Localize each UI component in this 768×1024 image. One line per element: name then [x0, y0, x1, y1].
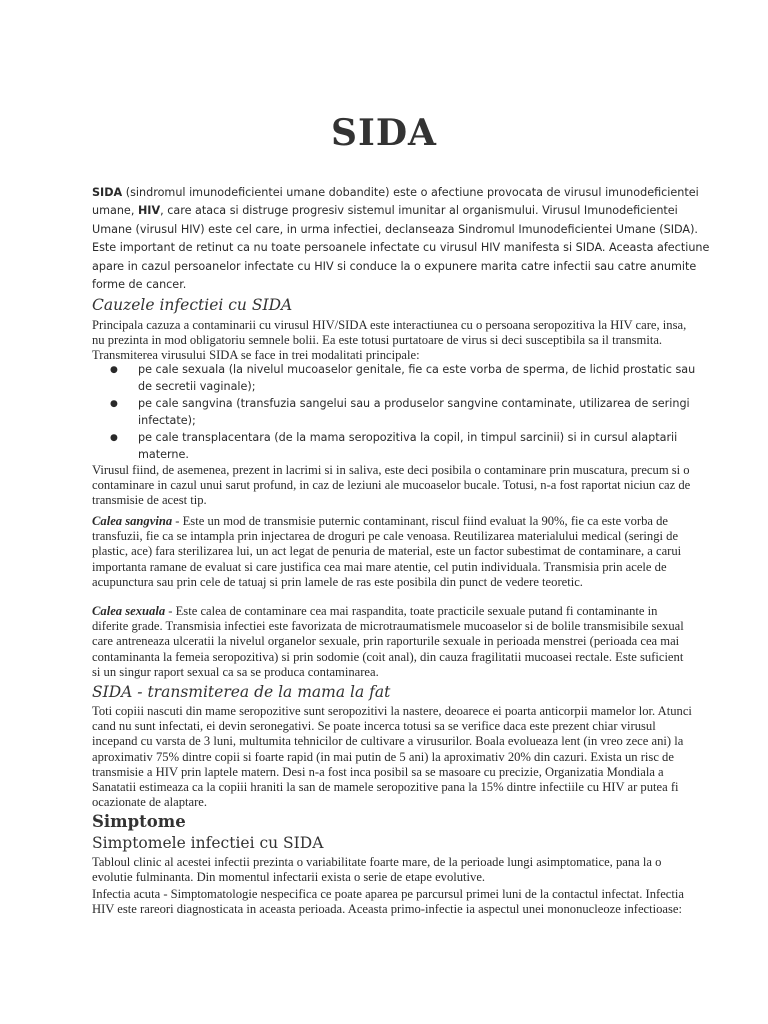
blood-paragraph — [92, 514, 692, 590]
intro-text-1: (sindromul imunodeficientei umane dobandite) este o afectiune provocata de virusul imunodeficientei umane, — [92, 186, 699, 218]
mother-paragraph: Toti copiii nascuti din mame seropozitive sunt seropozitivi la nastere, deoarece ei poarta anticorpii mamelor lor. Atunci cand nu sunt infectati, ei devin seronegativi. Se poate incerca totusi sa se verifice daca este prezent chiar virusul incepand cu varsta de 3 luni, multumita tehnicilor de cultivare a virusurilor. Boala evolueaza lent (in vreo zece ani) la aproximativ 75% dintre copii si foarte rapid (in mai putin de 5 ani) la aproximativ 20% din cazuri. Exista un risc de transmisie a HIV prin laptele matern. Desi n-a fost inca posibil sa se masoare cu precizie, Organizatia Mondiala a Sanatatii estimeaza ca la copiii hraniti la san de mamele seropozitive pana la 15% dintre infectiile cu HIV ar putea fi ocazionate de alaptare. — [92, 704, 692, 810]
causes-heading: Cauzele infectiei cu SIDA — [92, 296, 293, 314]
symptoms-paragraph-2: Infectia acuta - Simptomatologie nespecifica ce poate aparea pe parcursul primei luni de la contactul infectat. Infectia HIV este rareori diagnosticata in aceasta perioada. Aceasta primo-infectie ia aspectul unei mononucleoze infectioase: — [92, 887, 684, 917]
mother-heading: SIDA - transmiterea de la mama la fat — [92, 683, 391, 701]
symptoms-paragraph-1: Tabloul clinic al acestei infectii prezinta o variabilitate foarte mare, de la perioade lungi asimptomatice, pana la o evolutie fulminanta. Din momentul infectarii exista o serie de etape evolutive. — [92, 855, 662, 885]
causes-paragraph: Principala cazuza a contaminarii cu virusul HIV/SIDA este interactiunea cu o persoana seropozitiva la HIV care, insa, nu prezinta in mod obligatoriu semnele bolii. Ea este totusi purtatoare de virus si deci susceptibila sa il transmita. Transmiterea virusului SIDA se face in trei modalitati principale: — [92, 318, 687, 363]
list-item-text: pe cale sexuala (la nivelul mucoaselor genitale, fie ca este vorba de sperma, de lichid prostatic sau de secretii vaginale); — [138, 363, 696, 393]
intro-hiv: HIV — [137, 204, 161, 218]
list-item — [108, 430, 708, 463]
saliva-paragraph: Virusul fiind, de asemenea, prezent in lacrimi si in saliva, este deci posibila o contaminare prin muscatura, precum si o contaminare in cazul unui sarut profund, in caz de leziuni ale mucoaselor bucale. Totusi, n-a fost raportat niciun caz de transmisie de acest tip. — [92, 463, 691, 508]
intro-term: SIDA — [92, 186, 123, 199]
blood-text: - Este un mod de transmisie puternic contaminant, riscul fiind evaluat la 90%, fie ca este vorba de transfuzii, fie ca se intampla prin injectarea de droguri pe cale venoasa. Reutilizarea materialului medical (seringi de plastic, ace) fara sterilizarea lui, un act legat de penuria de material, este un factor subestimat de contaminare, a carui importanta ramane de evaluat si care justifica cea mai mare atentie, cel putin individuala. Transmisia prin acele de acupunctura sau prin cele de tatuaj si prin lamele de ras este posibila din punct de vedere teoretic. — [92, 514, 682, 589]
document-title: SIDA — [331, 112, 437, 154]
bullet-icon: ● — [110, 365, 118, 375]
list-item-text: pe cale sangvina (transfuzia sangelui sau a produselor sangvine contaminate, utilizarea de seringi infectate); — [138, 397, 690, 427]
symptoms-heading: Simptome — [92, 812, 186, 831]
intro-paragraph — [92, 184, 714, 294]
sexual-lead: Calea sexuala — [92, 604, 166, 618]
list-item — [108, 396, 708, 429]
intro-text-2: , care ataca si distruge progresiv sistemul imunitar al organismului. Virusul Imunodeficientei Umane (virusul HIV) este cel care, in urma infectiei, declanseaza Sindromul Imunodeficientei Umane (SIDA). Este important de retinut ca nu toate persoanele infectate cu virusul HIV manifesta si SIDA. Aceasta afectiune apare in cazul persoanelor infectate cu HIV si conduce la o expunere marita catre infectii sau catre anumite forme de cancer. — [92, 204, 710, 292]
symptoms-subheading: Simptomele infectiei cu SIDA — [92, 834, 324, 852]
bullet-icon: ● — [110, 399, 118, 410]
bullet-icon: ● — [110, 433, 118, 444]
blood-lead: Calea sangvina — [92, 514, 173, 528]
sexual-text: - Este calea de contaminare cea mai raspandita, toate practicile sexuale putand fi contaminante in diferite grade. Transmisia infectiei este favorizata de microtraumatismele mucoaselor si de bolile transmisibile sexual care antreneaza ulceratii la nivelul organelor sexuale, prin raporturile sexuale in perioada menstrei (perioada cea mai contaminanta la femeia seropozitiva) si prin sodomie (coit anal), din cauza fragilitatii mucoasei rectale. Este suficient si un singur raport sexual ca sa se produca contaminarea. — [92, 604, 684, 679]
list-item-text: pe cale transplacentara (de la mama seropozitiva la copil, in timpul sarcinii) si in cursul alaptarii materne. — [138, 431, 678, 461]
transmission-list — [108, 362, 708, 465]
sexual-paragraph — [92, 604, 692, 680]
list-item — [108, 362, 708, 395]
